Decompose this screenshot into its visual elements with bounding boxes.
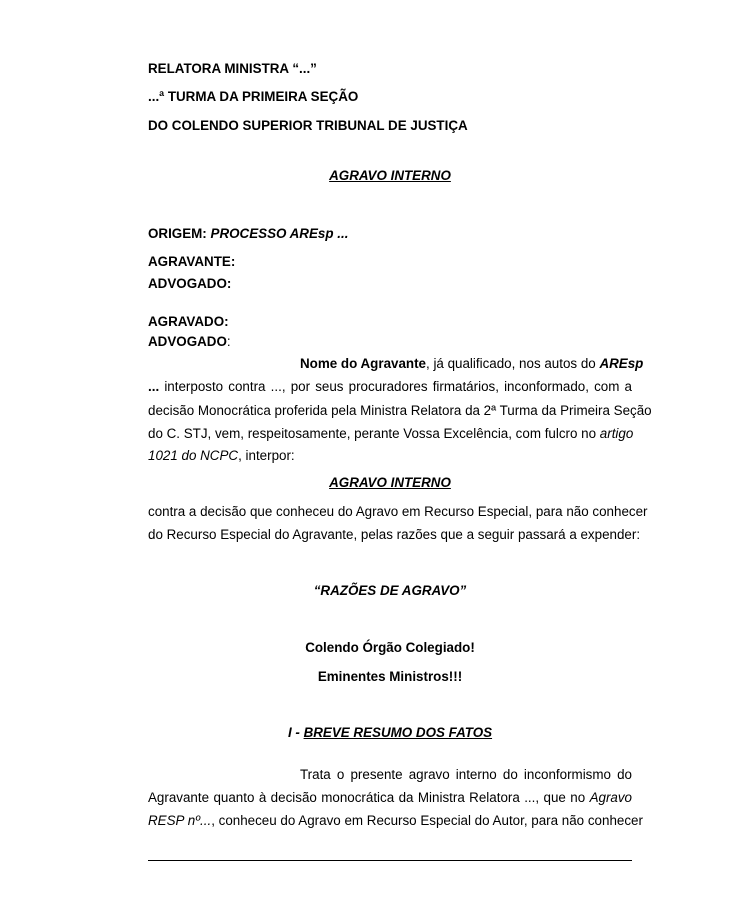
salutation-1: Colendo Órgão Colegiado! — [305, 640, 475, 655]
header-line-1: RELATORA MINISTRA “...” — [148, 61, 317, 76]
intro-line-3: decisão Monocrática proferida pela Ministra Relatora da 2ª Turma da Primeira Seção — [148, 403, 652, 418]
agravante-label: AGRAVANTE: — [148, 254, 236, 269]
advogado-label-1: ADVOGADO: — [148, 276, 232, 291]
intro-dots: ... — [148, 379, 160, 394]
aresp-ref: AREsp — [599, 356, 644, 371]
intro-text-4b: artigo — [599, 426, 634, 441]
intro-line-1 — [300, 355, 644, 373]
facts-text-2a: Agravante quanto à decisão monocrática da Ministra Relatora ..., que no — [148, 790, 590, 805]
intro-text-5a: 1021 do NCPC — [148, 448, 239, 463]
section-number: I - — [287, 725, 304, 740]
agravado-label: AGRAVADO: — [148, 314, 229, 329]
intro-text-2: interposto contra ..., por seus procuradores firmatários, inconformado, com a — [159, 379, 632, 394]
body-line-1: contra a decisão que conheceu do Agravo em Recurso Especial, para não conhecer — [148, 504, 648, 519]
subtitle-agravo-interno: AGRAVO INTERNO — [329, 475, 451, 490]
intro-text-5b: , interpor: — [238, 448, 295, 463]
origin-label: ORIGEM: — [148, 226, 207, 241]
facts-line-1: Trata o presente agravo interno do inconformismo do — [300, 767, 632, 782]
body-line-2: do Recurso Especial do Agravante, pelas razões que a seguir passará a expender: — [148, 527, 641, 542]
advogado-label-2: ADVOGADO — [148, 334, 227, 349]
intro-line-5 — [148, 447, 295, 465]
intro-text-4a: do C. STJ, vem, respeitosamente, perante Vossa Excelência, com fulcro no — [148, 426, 600, 441]
advogado-line-2 — [148, 333, 231, 351]
origin-value: PROCESSO AREsp ... — [210, 226, 349, 241]
intro-line-4 — [148, 425, 632, 443]
advogado-colon: : — [226, 334, 231, 349]
document-title: AGRAVO INTERNO — [329, 168, 451, 183]
facts-text-2b: Agravo — [589, 790, 632, 805]
origin-line — [148, 225, 348, 243]
salutation-2: Eminentes Ministros!!! — [317, 669, 463, 684]
section-heading — [148, 724, 632, 742]
agravante-name: Nome do Agravante — [300, 356, 426, 371]
header-line-2: ...ª TURMA DA PRIMEIRA SEÇÃO — [148, 89, 359, 104]
facts-text-3b: , conheceu do Agravo em Recurso Especial do Autor, para não conhecer — [211, 813, 643, 828]
facts-line-3 — [148, 812, 643, 830]
section-title: BREVE RESUMO DOS FATOS — [303, 725, 493, 740]
facts-text-3a: RESP nº... — [148, 813, 212, 828]
intro-line-2 — [148, 378, 632, 396]
intro-text-1: , já qualificado, nos autos do — [426, 356, 600, 371]
facts-line-2 — [148, 789, 632, 807]
header-line-3: DO COLENDO SUPERIOR TRIBUNAL DE JUSTIÇA — [148, 118, 468, 133]
reasons-title: “RAZÕES DE AGRAVO” — [313, 583, 467, 598]
footer-rule — [148, 860, 632, 861]
